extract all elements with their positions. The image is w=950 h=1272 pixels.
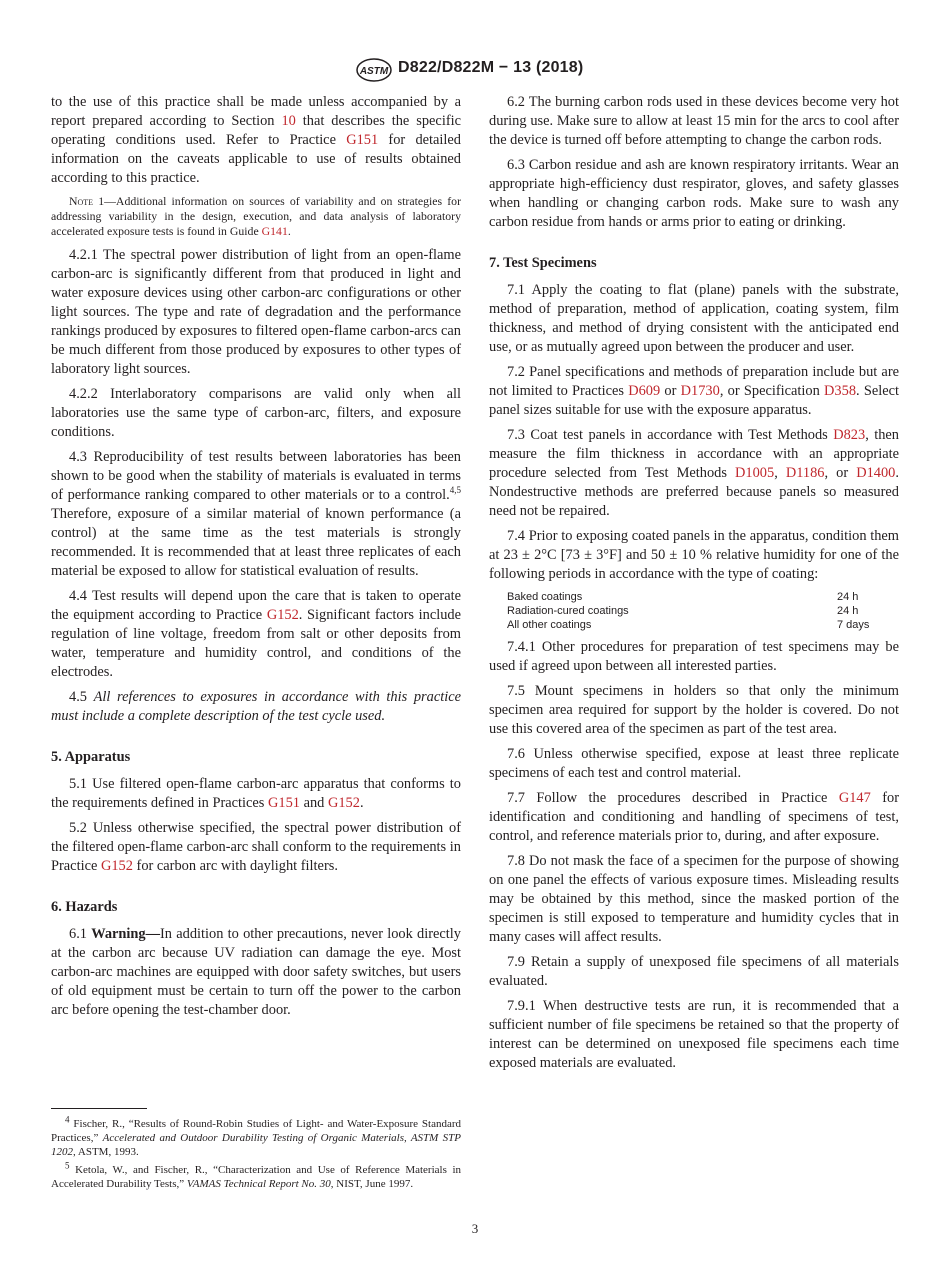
link-d1730[interactable]: D1730 (680, 383, 720, 399)
svg-text:ASTM: ASTM (359, 66, 389, 77)
footnote-divider (51, 1108, 147, 1109)
paragraph-6-1: 6.1 Warning—In addition to other precautions, never look directly at the carbon arc because UV radiation can damage the eye. Most carbon-arc machines are equipped with door safety switches, but users of old equipment must be certain to turn off the power to the carbon arc before opening the test-chamber door. (51, 926, 461, 1018)
paragraph-7-4-1: 7.4.1 Other procedures for preparation of test specimens may be used if agreed upon between all interested parties. (489, 639, 899, 674)
paragraph-7-1: 7.1 Apply the coating to flat (plane) panels with the substrate, method of preparation, method of application, coating system, film thickness, and method of drying consistent with the anticipated end use, or as mutually agreed upon between the producer and user. (489, 282, 899, 355)
footnote-ref-4-5[interactable]: 4,5 (449, 485, 461, 496)
paragraph-7-6: 7.6 Unless otherwise specified, expose at least three replicate specimens of each test and control material. (489, 746, 899, 781)
standard-designation: D822/D822M − 13 (2018) (398, 59, 584, 76)
page-header (0, 58, 950, 84)
paragraph-4-5: 4.5 All references to exposures in accordance with this practice must include a complete description of the test cycle used. (51, 689, 462, 724)
astm-logo-icon (355, 58, 393, 82)
paragraph-7-9-1: 7.9.1 When destructive tests are run, it is recommended that a sufficient number of file specimens be retained so that the property of interest can be determined on unexposed file specimens each time exposed materials are evaluated. (489, 998, 899, 1071)
paragraph-5-1: 5.1 Use filtered open-flame carbon-arc apparatus that conforms to the requirements defined in Practices G151 and G152. (51, 776, 461, 811)
footnote-4: $^4$ Fischer, R., “Results of Round-Robin Studies of Light- and Water-Exposure Standard Practices,” Accelerated and Outdoor Durability Testing of Organic Materials, ASTM STP 1202, ASTM, 1993. (51, 1114, 461, 1158)
paragraph-4-2-2: 4.2.2 Interlaboratory comparisons are valid only when all laboratories use the same type of carbon-arc, filters, and exposure conditions. (51, 386, 461, 440)
link-d1005[interactable]: D1005 (735, 465, 775, 481)
table-cell: Radiation-cured coatings (507, 605, 629, 617)
link-g151[interactable]: G151 (267, 795, 300, 811)
paragraph-4-3: 4.3 Reproducibility of test results between laboratories has been shown to be good when the stability of materials is evaluated in terms of performance ranking compared to other materials or to a control.$^{4,5}$ Therefore, exposure of a similar material of known performance (a control) at the same time as the test materials is strongly recommended. It is recommended that at least three replicates of each material be exposed to allow for statistical evaluation of results. (51, 449, 461, 579)
paragraph-7-4: 7.4 Prior to exposing coated panels in the apparatus, condition them at 23 ± 2°C [73 ± 3°F] and 50 ± 10 % relative humidity for one of the following periods in accordance with the type of coating: (489, 528, 899, 582)
paragraph-4-2-1: 4.2.1 The spectral power distribution of light from an open-flame carbon-arc is significantly different from that produced in light and water exposure devices using other carbon-arc configurations or other light sources. The type and rate of degradation and the performance rankings produced by exposures to filtered open-flame carbon-arcs can be much different from those produced by exposures to other types of laboratory light sources. (51, 247, 461, 377)
paragraph-7-3: 7.3 Coat test panels in accordance with Test Methods D823, then measure the film thickness in accordance with an appropriate procedure selected from Test Methods D1005, D1186, or D1400. Nondestructive methods are preferred because panels so measured need not be repaired. (489, 427, 899, 519)
paragraph-7-5: 7.5 Mount specimens in holders so that only the minimum specimen area required for support by the holder is covered. Do not use this covered area of the specimen as part of the test area. (489, 683, 899, 737)
link-d1400[interactable]: D1400 (856, 465, 896, 481)
section-heading-6: 6. Hazards (51, 899, 118, 915)
conditioning-table (507, 590, 899, 632)
note-1: Note 1—Additional information on sources of variability and on strategies for addressing variability in the design, execution, and data analysis of laboratory accelerated exposure tests is found in Guide G141. (51, 194, 461, 238)
left-column (51, 93, 461, 1026)
link-g151[interactable]: G151 (346, 132, 379, 148)
link-g152[interactable]: G152 (327, 795, 360, 811)
link-g152[interactable]: G152 (100, 858, 133, 874)
paragraph-7-8: 7.8 Do not mask the face of a specimen for the purpose of showing on one panel the effects of various exposure times. Misleading results may be obtained by this method, since the masked portion of the specimen is still exposed to temperature and humidity cycles that in many cases will affect results. (489, 853, 899, 945)
link-section-10[interactable]: 10 (281, 113, 296, 129)
paragraph-5-2: 5.2 Unless otherwise specified, the spectral power distribution of the filtered open-flame carbon-arc shall conform to the requirements in Practice G152 for carbon arc with daylight filters. (51, 820, 461, 874)
table-row (507, 604, 899, 618)
paragraph-4-2-cont: to the use of this practice shall be made unless accompanied by a report prepared according to Section 10 that describes the specific operating conditions used. Refer to Practice G151 for detailed information on the caveats applicable to use of results obtained according to this practice. (51, 94, 461, 186)
link-g152[interactable]: G152 (266, 607, 299, 623)
table-cell: Baked coatings (507, 591, 583, 603)
footnote-5: $^5$ Ketola, W., and Fischer, R., “Characterization and Use of Reference Materials in Accelerated Durability Tests,” VAMAS Technical Report No. 30, NIST, June 1997. (51, 1160, 461, 1190)
footnotes (51, 1114, 461, 1195)
table-cell: All other coatings (507, 619, 592, 631)
paragraph-6-2: 6.2 The burning carbon rods used in these devices become very hot during use. Make sure to allow at least 15 min for the arcs to cool after the device is turned off before attempting to change the carbon rods. (489, 94, 899, 148)
link-d609[interactable]: D609 (628, 383, 661, 399)
table-cell: 7 days (837, 619, 870, 631)
right-column (489, 93, 899, 1079)
section-heading-5: 5. Apparatus (51, 749, 131, 765)
table-row (507, 618, 899, 632)
paragraph-7-9: 7.9 Retain a supply of unexposed file specimens of all materials evaluated. (489, 954, 899, 989)
link-d823[interactable]: D823 (833, 427, 866, 443)
table-cell: 24 h (837, 605, 859, 617)
link-d1186[interactable]: D1186 (785, 465, 825, 481)
paragraph-7-2: 7.2 Panel specifications and methods of preparation include but are not limited to Practices D609 or D1730, or Specification D358. Select panel sizes suitable for use with the exposure apparatus. (489, 364, 900, 418)
table-cell: 24 h (837, 591, 859, 603)
link-d358[interactable]: D358 (824, 383, 857, 399)
table-row (507, 590, 899, 604)
paragraph-7-7: 7.7 Follow the procedures described in Practice G147 for identification and conditioning and handling of specimens of test, control, and reference materials prior to, during, and after exposure. (489, 790, 899, 844)
paragraph-6-3: 6.3 Carbon residue and ash are known respiratory irritants. Wear an appropriate high-efficiency dust respirator, gloves, and safety glasses when handling or changing carbon rods. Make sure to wash any carbon residue from hands or arms prior to eating or drinking. (489, 157, 899, 230)
link-g147[interactable]: G147 (838, 790, 871, 806)
paragraph-4-4: 4.4 Test results will depend upon the care that is taken to operate the equipment according to Practice G152. Significant factors include regulation of line voltage, freedom from salt or other deposits from water, temperature and humidity control, and conditions of the electrodes. (51, 588, 461, 680)
section-heading-7: 7. Test Specimens (489, 255, 597, 271)
page-number: 3 (471, 1221, 479, 1236)
link-g141[interactable]: G141 (261, 224, 288, 238)
